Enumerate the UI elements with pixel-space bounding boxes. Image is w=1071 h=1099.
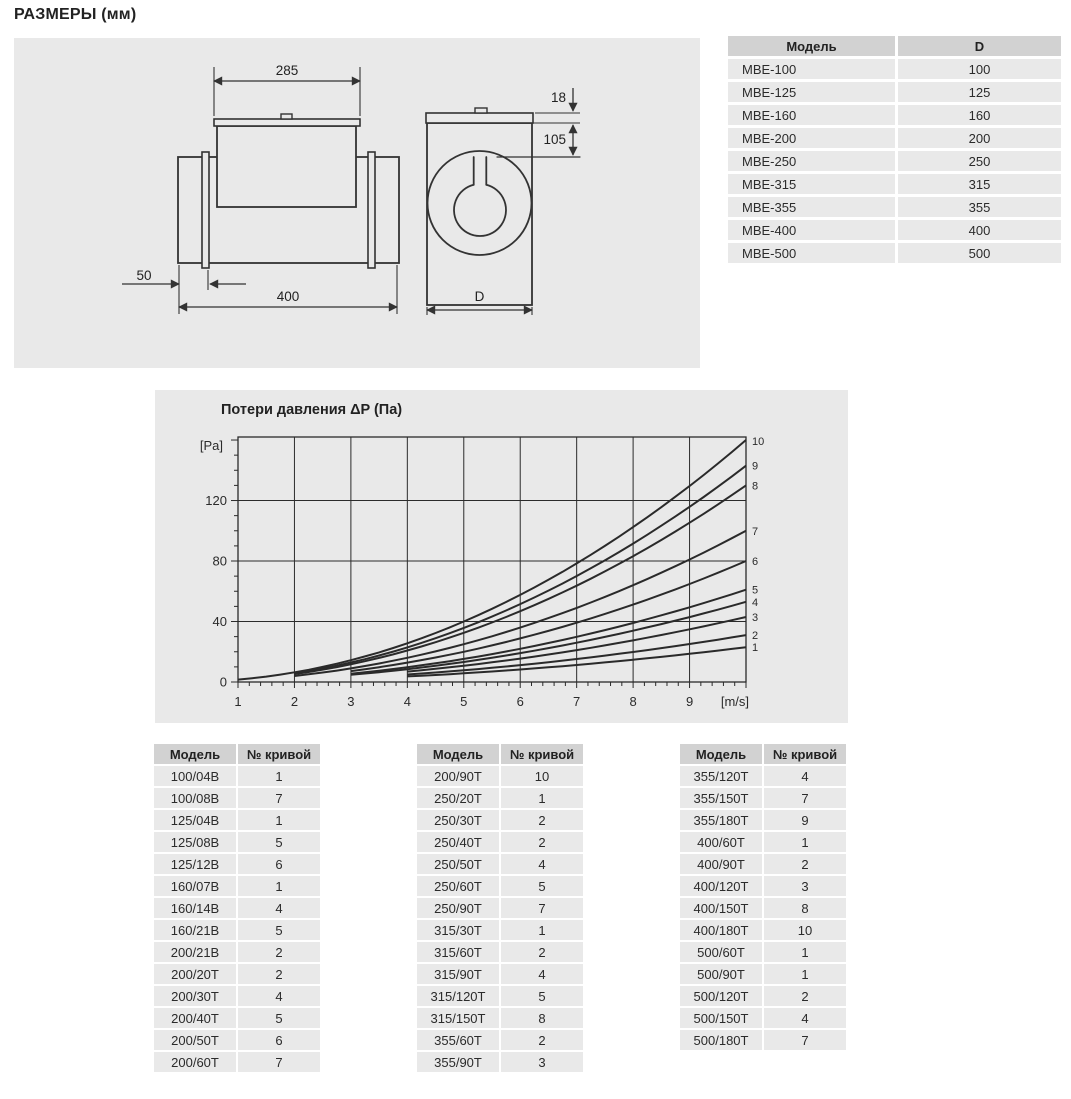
value-cell: 7	[764, 1030, 846, 1050]
value-cell: 5	[238, 920, 320, 940]
curve-number-label: 3	[752, 611, 759, 624]
model-cell: 200/21B	[154, 942, 236, 962]
model-cell: 315/30T	[417, 920, 499, 940]
value-cell: 2	[238, 942, 320, 962]
model-cell: 400/150T	[680, 898, 762, 918]
model-cell: МВЕ-400	[728, 220, 895, 240]
value-cell: 7	[238, 1052, 320, 1072]
value-cell: 1	[764, 942, 846, 962]
lid-nub-front	[475, 108, 487, 113]
column-header: Модель	[680, 744, 762, 764]
value-cell: 2	[501, 1030, 583, 1050]
model-cell: МВЕ-125	[728, 82, 895, 102]
model-cell: 250/50T	[417, 854, 499, 874]
value-cell: 2	[764, 854, 846, 874]
value-cell: 2	[501, 942, 583, 962]
value-cell: 2	[764, 986, 846, 1006]
y-tick-label: 40	[212, 614, 227, 630]
value-cell: 1	[238, 810, 320, 830]
model-cell: 250/30T	[417, 810, 499, 830]
value-cell: 7	[501, 898, 583, 918]
curve-number-label: 5	[752, 584, 759, 597]
duct-opening-circle	[428, 151, 532, 255]
dim-285-label: 285	[275, 63, 299, 78]
value-cell: 1	[764, 964, 846, 984]
column-header: D	[898, 36, 1061, 56]
value-cell: 3	[501, 1052, 583, 1072]
model-cell: 355/120T	[680, 766, 762, 786]
curve-number-label: 4	[752, 596, 759, 609]
x-tick-label: 5	[460, 694, 468, 709]
model-cell: 355/180T	[680, 810, 762, 830]
value-cell: 10	[501, 766, 583, 786]
x-tick-label: 1	[234, 694, 242, 709]
curve-number-label: 7	[752, 525, 759, 538]
model-cell: 250/20T	[417, 788, 499, 808]
model-cell: 400/120T	[680, 876, 762, 896]
chart-curves	[238, 440, 746, 680]
x-tick-label: 9	[685, 694, 694, 709]
model-dimension-table	[728, 36, 1061, 263]
value-cell: 100	[898, 59, 1061, 79]
value-cell: 6	[238, 1030, 320, 1050]
model-cell: 160/21B	[154, 920, 236, 940]
x-tick-label: 6	[516, 694, 524, 709]
model-cell: 400/90T	[680, 854, 762, 874]
axis-labels	[200, 438, 749, 709]
model-cell: 500/90T	[680, 964, 762, 984]
value-cell: 9	[764, 810, 846, 830]
pressure-loss-chart-panel	[155, 390, 848, 723]
dim-105-label: 105	[543, 132, 566, 147]
model-cell: 250/60T	[417, 876, 499, 896]
value-cell: 8	[764, 898, 846, 918]
model-cell: 250/90T	[417, 898, 499, 918]
column-header: Модель	[728, 36, 895, 56]
curve-number-label: 1	[752, 642, 759, 655]
value-cell: 1	[501, 920, 583, 940]
model-cell: 355/90T	[417, 1052, 499, 1072]
model-cell: 500/60T	[680, 942, 762, 962]
x-tick-label: 4	[403, 694, 411, 709]
model-cell: 315/150T	[417, 1008, 499, 1028]
model-cell: 125/12B	[154, 854, 236, 874]
curve-4	[351, 602, 746, 675]
model-cell: МВЕ-250	[728, 151, 895, 171]
value-cell: 8	[501, 1008, 583, 1028]
model-cell: 315/60T	[417, 942, 499, 962]
column-header: № кривой	[764, 744, 846, 764]
value-cell: 4	[238, 986, 320, 1006]
terminal-box-lid-side	[214, 119, 360, 126]
lid-nub-side	[281, 114, 292, 119]
dimensions-drawing	[14, 38, 700, 368]
model-cell: 200/20T	[154, 964, 236, 984]
model-cell: 125/04B	[154, 810, 236, 830]
value-cell: 6	[238, 854, 320, 874]
model-cell: МВЕ-100	[728, 59, 895, 79]
y-tick-label: 120	[205, 493, 227, 509]
dim-18-label: 18	[550, 90, 566, 105]
model-cell: 355/150T	[680, 788, 762, 808]
x-tick-label: 3	[347, 694, 355, 709]
page-title: РАЗМЕРЫ (мм)	[14, 6, 137, 23]
dim-400-label: 400	[276, 289, 300, 304]
side-view-drawing	[178, 114, 399, 268]
model-cell: 160/14B	[154, 898, 236, 918]
value-cell: 5	[238, 832, 320, 852]
value-cell: 500	[898, 243, 1061, 263]
model-cell: МВЕ-500	[728, 243, 895, 263]
curve-table-3	[680, 744, 846, 1050]
x-tick-label: 2	[290, 694, 299, 709]
value-cell: 1	[501, 788, 583, 808]
value-cell: 400	[898, 220, 1061, 240]
axis-ticks	[231, 440, 746, 688]
model-cell: 315/90T	[417, 964, 499, 984]
curve-number-label: 9	[752, 460, 759, 473]
value-cell: 4	[764, 1008, 846, 1028]
value-cell: 5	[238, 1008, 320, 1028]
model-cell: 250/40T	[417, 832, 499, 852]
value-cell: 7	[238, 788, 320, 808]
column-header: Модель	[154, 744, 236, 764]
model-cell: 200/90T	[417, 766, 499, 786]
x-axis-unit: [m/s]	[720, 694, 749, 709]
value-cell: 250	[898, 151, 1061, 171]
value-cell: 4	[764, 766, 846, 786]
curve-number-label: 8	[752, 480, 759, 493]
value-cell: 1	[764, 832, 846, 852]
value-cell: 2	[238, 964, 320, 984]
model-cell: 200/50T	[154, 1030, 236, 1050]
model-cell: 500/180T	[680, 1030, 762, 1050]
model-cell: 100/08B	[154, 788, 236, 808]
model-cell: 160/07B	[154, 876, 236, 896]
flange-left	[202, 152, 209, 268]
model-cell: МВЕ-160	[728, 105, 895, 125]
x-tick-label: 8	[629, 694, 637, 709]
model-cell: 315/120T	[417, 986, 499, 1006]
pressure-loss-chart	[155, 390, 848, 723]
chart-title: Потери давления ΔP (Па)	[221, 402, 403, 418]
dimensions-drawing-panel	[14, 38, 700, 368]
curve-10	[238, 440, 746, 680]
y-tick-label: 0	[219, 674, 227, 690]
curve-table-2	[417, 744, 583, 1072]
value-cell: 4	[238, 898, 320, 918]
value-cell: 7	[764, 788, 846, 808]
model-cell: МВЕ-355	[728, 197, 895, 217]
terminal-box-lid-front	[426, 113, 533, 123]
x-tick-label: 7	[573, 694, 581, 709]
column-header: Модель	[417, 744, 499, 764]
curve-number-label: 2	[752, 630, 759, 643]
terminal-box-side	[217, 126, 356, 207]
column-header: № кривой	[501, 744, 583, 764]
value-cell: 10	[764, 920, 846, 940]
value-cell: 3	[764, 876, 846, 896]
model-cell: 400/180T	[680, 920, 762, 940]
model-cell: 400/60T	[680, 832, 762, 852]
value-cell: 4	[501, 854, 583, 874]
curve-table-1	[154, 744, 320, 1072]
value-cell: 1	[238, 766, 320, 786]
y-axis-unit: [Pa]	[199, 438, 223, 453]
flange-right	[368, 152, 375, 268]
curve-number-label: 10	[752, 436, 765, 448]
value-cell: 125	[898, 82, 1061, 102]
model-cell: 500/150T	[680, 1008, 762, 1028]
model-cell: 355/60T	[417, 1030, 499, 1050]
model-cell: 100/04B	[154, 766, 236, 786]
value-cell: 1	[238, 876, 320, 896]
value-cell: 355	[898, 197, 1061, 217]
model-cell: 125/08B	[154, 832, 236, 852]
model-cell: 200/40T	[154, 1008, 236, 1028]
value-cell: 2	[501, 832, 583, 852]
model-cell: МВЕ-315	[728, 174, 895, 194]
value-cell: 5	[501, 986, 583, 1006]
dim-D-label: D	[474, 289, 485, 304]
value-cell: 5	[501, 876, 583, 896]
column-header: № кривой	[238, 744, 320, 764]
value-cell: 200	[898, 128, 1061, 148]
model-cell: МВЕ-200	[728, 128, 895, 148]
value-cell: 4	[501, 964, 583, 984]
curve-number-label: 6	[752, 556, 759, 569]
value-cell: 160	[898, 105, 1061, 125]
value-cell: 315	[898, 174, 1061, 194]
model-cell: 500/120T	[680, 986, 762, 1006]
dim-50-label: 50	[136, 268, 152, 283]
y-tick-label: 80	[212, 553, 227, 569]
model-cell: 200/30T	[154, 986, 236, 1006]
value-cell: 2	[501, 810, 583, 830]
model-cell: 200/60T	[154, 1052, 236, 1072]
